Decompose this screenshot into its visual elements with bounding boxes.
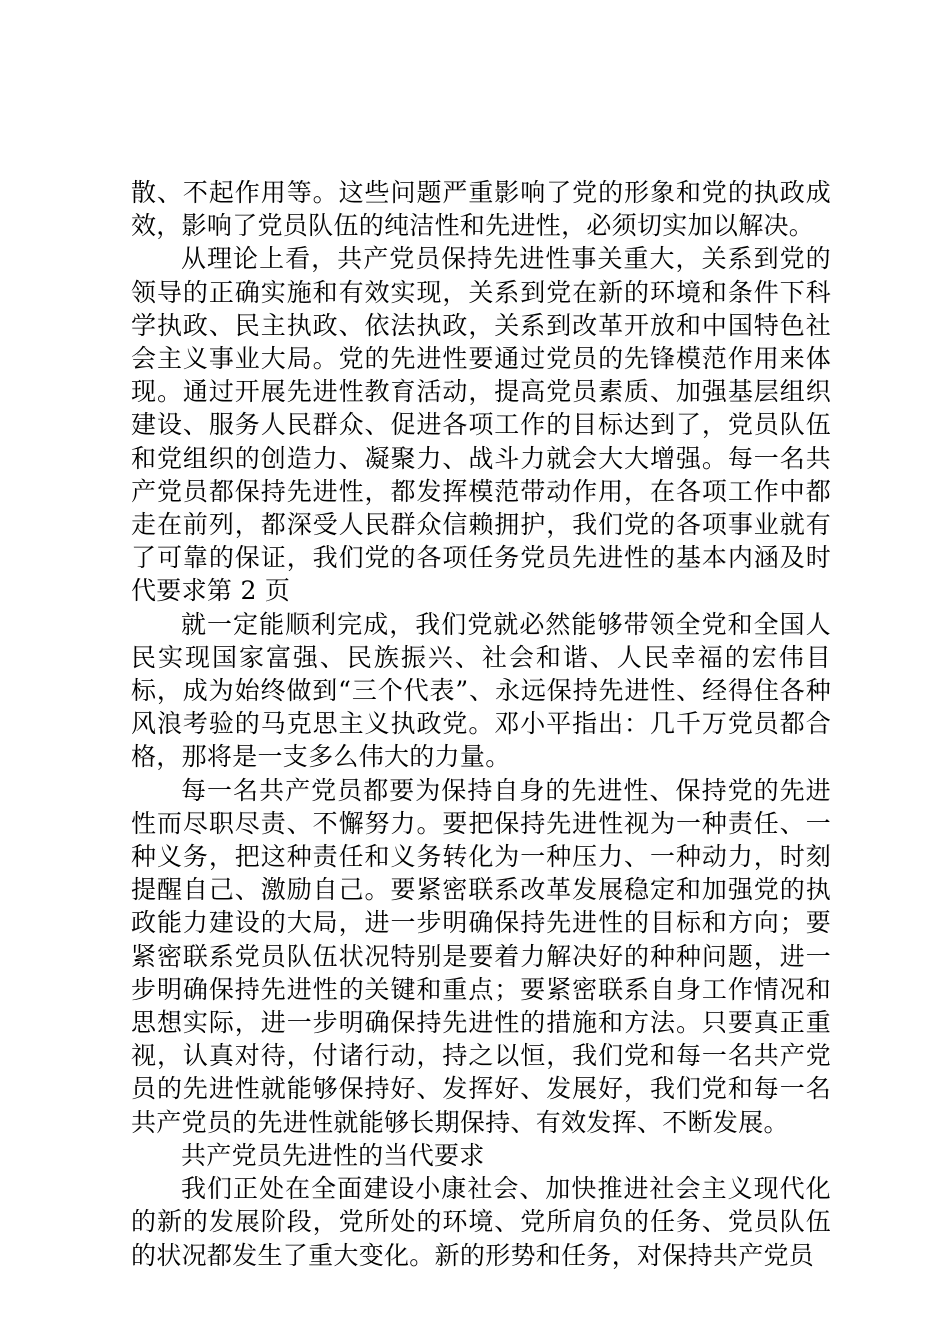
paragraph-continuation: 散、不起作用等。这些问题严重影响了党的形象和党的执政成效，影响了党员队伍的纯洁性和先进性，必须切实加以解决。 [131,178,831,241]
section-heading: 共产党员先进性的当代要求 [181,1140,485,1170]
paragraph-stage: 我们正处在全面建设小康社会、加快推进社会主义现代化的新的发展阶段，党所处的环境、党所肩负的任务、党员队伍的状况都发生了重大变化。新的形势和任务，对保持共产党员 [131,1174,831,1270]
paragraph-duty: 每一名共产党员都要为保持自身的先进性、保持党的先进性而尽职尽责、不懈努力。要把保持先进性视为一种责任、一种义务，把这种责任和义务转化为一种压力、一种动力，时刻提醒自己、激励自己。要紧密联系改革发展稳定和加强党的执政能力建设的大局，进一步明确保持先进性的目标和方向；要紧密联系党员队伍状况特别是要着力解决好的种种问题，进一步明确保持先进性的关键和重点；要紧密联系自身工作情况和思想实际，进一步明确保持先进性的措施和方法。只要真正重视，认真对待，付诸行动，持之以恒，我们党和每一名共产党员的先进性就能够保持好、发挥好、发展好，我们党和每一名共产党员的先进性就能够长期保持、有效发挥、不断发展。 [131,775,831,1137]
document-body [131,176,831,1272]
paragraph-theory: 从理论上看，共产党员保持先进性事关重大，关系到党的领导的正确实施和有效实现，关系到党在新的环境和条件下科学执政、民主执政、依法执政，关系到改革开放和中国特色社会主义事业大局。党的先进性要通过党员的先锋模范作用来体现。通过开展先进性教育活动，提高党员素质、加强基层组织建设、服务人民群众、促进各项工作的目标达到了，党员队伍和党组织的创造力、凝聚力、战斗力就会大大增强。每一名共产党员都保持先进性，都发挥模范带动作用，在各项工作中都走在前列，都深受人民群众信赖拥护，我们党的各项事业就有了可靠的保证，我们党的各项任务党员先进性的基本内涵及时代要求第 2 页 [131,244,831,606]
paragraph-goal: 就一定能顺利完成，我们党就必然能够带领全党和全国人民实现国家富强、民族振兴、社会和谐、人民幸福的宏伟目标，成为始终做到“三个代表”、永远保持先进性、经得住各种风浪考验的马克思主义执政党。邓小平指出：几千万党员都合格，那将是一支多么伟大的力量。 [131,609,831,772]
